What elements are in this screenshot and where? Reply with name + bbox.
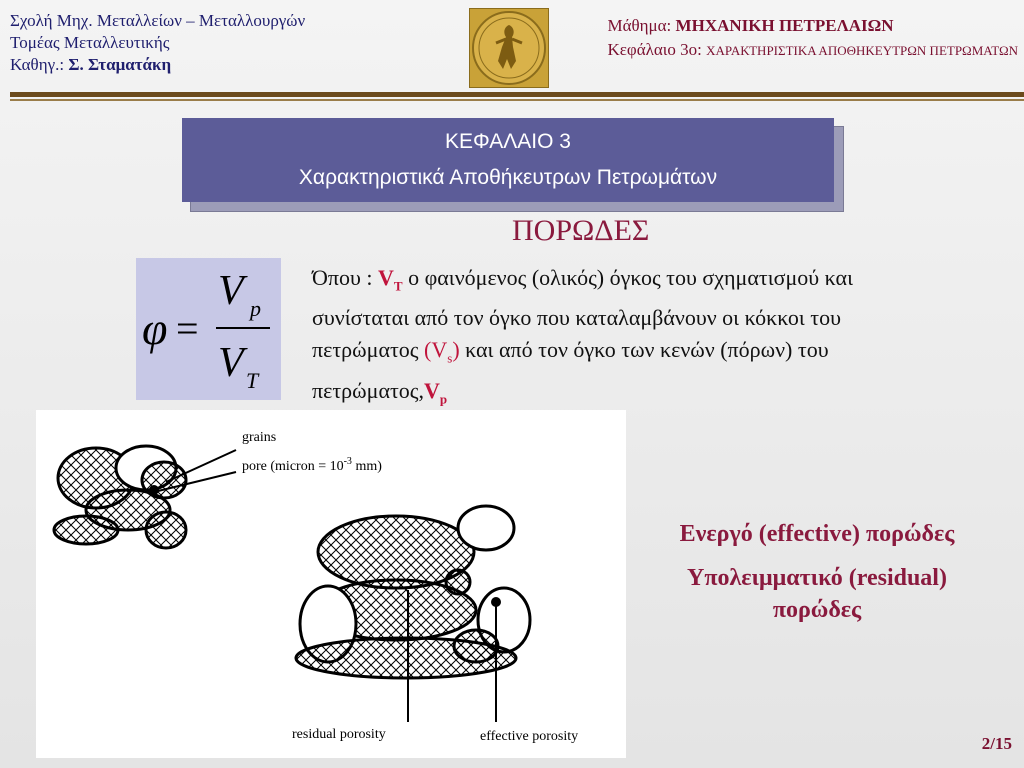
professor-name: Σ. Σταματάκη bbox=[68, 55, 172, 74]
residual-porosity-text: Υπολειμματικό (residual) πορώδες bbox=[687, 565, 947, 623]
section-title: ΠΟΡΩΔΕΣ bbox=[512, 214, 650, 247]
formula-phi: φ bbox=[142, 303, 168, 354]
header-institution bbox=[10, 10, 305, 76]
vp-letter: V bbox=[424, 377, 440, 403]
formula-numerator-sub: p bbox=[250, 296, 261, 321]
course-name: ΜΗΧΑΝΙΚΗ ΠΕΤΡΕΛΑΙΩΝ bbox=[675, 16, 894, 35]
effective-porosity-text: Ενεργό (effective) πορώδες bbox=[679, 521, 955, 547]
university-seal-logo bbox=[469, 8, 549, 88]
vp-sub: p bbox=[439, 391, 448, 407]
vs-letter: (V bbox=[424, 337, 448, 363]
label-pore-text: pore (micron = 10 bbox=[242, 459, 344, 474]
formula-denominator-sub: T bbox=[246, 368, 259, 393]
desc-text-3: και από τον όγκο των κενών (πόρων) του πετρώματος, bbox=[312, 337, 829, 403]
header-divider bbox=[10, 92, 1024, 97]
chapter-line bbox=[607, 38, 1018, 63]
formula-numerator: V bbox=[218, 268, 244, 314]
vt-letter: V bbox=[378, 265, 394, 290]
formula-denominator: V bbox=[218, 340, 244, 386]
school-name: Σχολή Μηχ. Μεταλλείων – Μεταλλουργών bbox=[10, 11, 306, 30]
desc-text-1: Όπου : bbox=[312, 265, 378, 290]
porosity-formula bbox=[136, 258, 281, 400]
label-residual-porosity: residual porosity bbox=[292, 727, 386, 742]
grain-cluster-large bbox=[296, 506, 530, 678]
professor-label: Καθηγ.: bbox=[10, 55, 65, 74]
vp-symbol bbox=[424, 377, 448, 407]
label-pore-exp: -3 bbox=[343, 456, 352, 467]
vs-symbol bbox=[424, 337, 460, 366]
chapter-name: ΧΑΡΑΚΤΗΡΙΣΤΙΚΑ ΑΠΟΘΗΚΕΥΤΡΩΝ ΠΕΤΡΩΜΑΤΩΝ bbox=[706, 43, 1018, 58]
vt-sub: T bbox=[393, 278, 403, 294]
label-pore bbox=[242, 456, 382, 474]
professor-line bbox=[10, 54, 305, 76]
porosity-diagram bbox=[36, 410, 626, 758]
chapter-title-box bbox=[182, 118, 834, 202]
porosity-description bbox=[312, 262, 932, 415]
header-course bbox=[607, 14, 1018, 63]
vs-close: ) bbox=[452, 337, 460, 363]
chapter-title-line1: ΚΕΦΑΛΑΙΟ 3 bbox=[445, 130, 571, 153]
chapter-title-line2: Χαρακτηριστικά Αποθήκευτρων Πετρωμάτων bbox=[298, 166, 718, 189]
label-pore-end: mm) bbox=[351, 459, 382, 474]
course-line bbox=[607, 14, 1018, 38]
header-divider-thin bbox=[10, 99, 1024, 101]
vt-symbol bbox=[378, 265, 403, 294]
course-label: Μάθημα: bbox=[607, 16, 672, 35]
desc-text-2: ο φαινόμενος (ολικός) όγκος του σχηματισμού και συνίσταται από τον όγκο που καταλαμβάνουν οι κόκκοι του πετρώματος bbox=[312, 265, 853, 363]
porosity-types bbox=[642, 518, 992, 638]
formula-equals: = bbox=[176, 306, 199, 351]
grain-cluster-small bbox=[54, 446, 186, 548]
page-number: 2/15 bbox=[981, 734, 1012, 753]
vs-sub: s bbox=[447, 350, 453, 366]
label-grains: grains bbox=[242, 430, 277, 445]
sector-name: Τομέας Μεταλλευτικής bbox=[10, 33, 170, 52]
chapter-label: Κεφάλαιο 3ο: bbox=[607, 40, 702, 59]
label-effective-porosity: effective porosity bbox=[480, 729, 579, 744]
